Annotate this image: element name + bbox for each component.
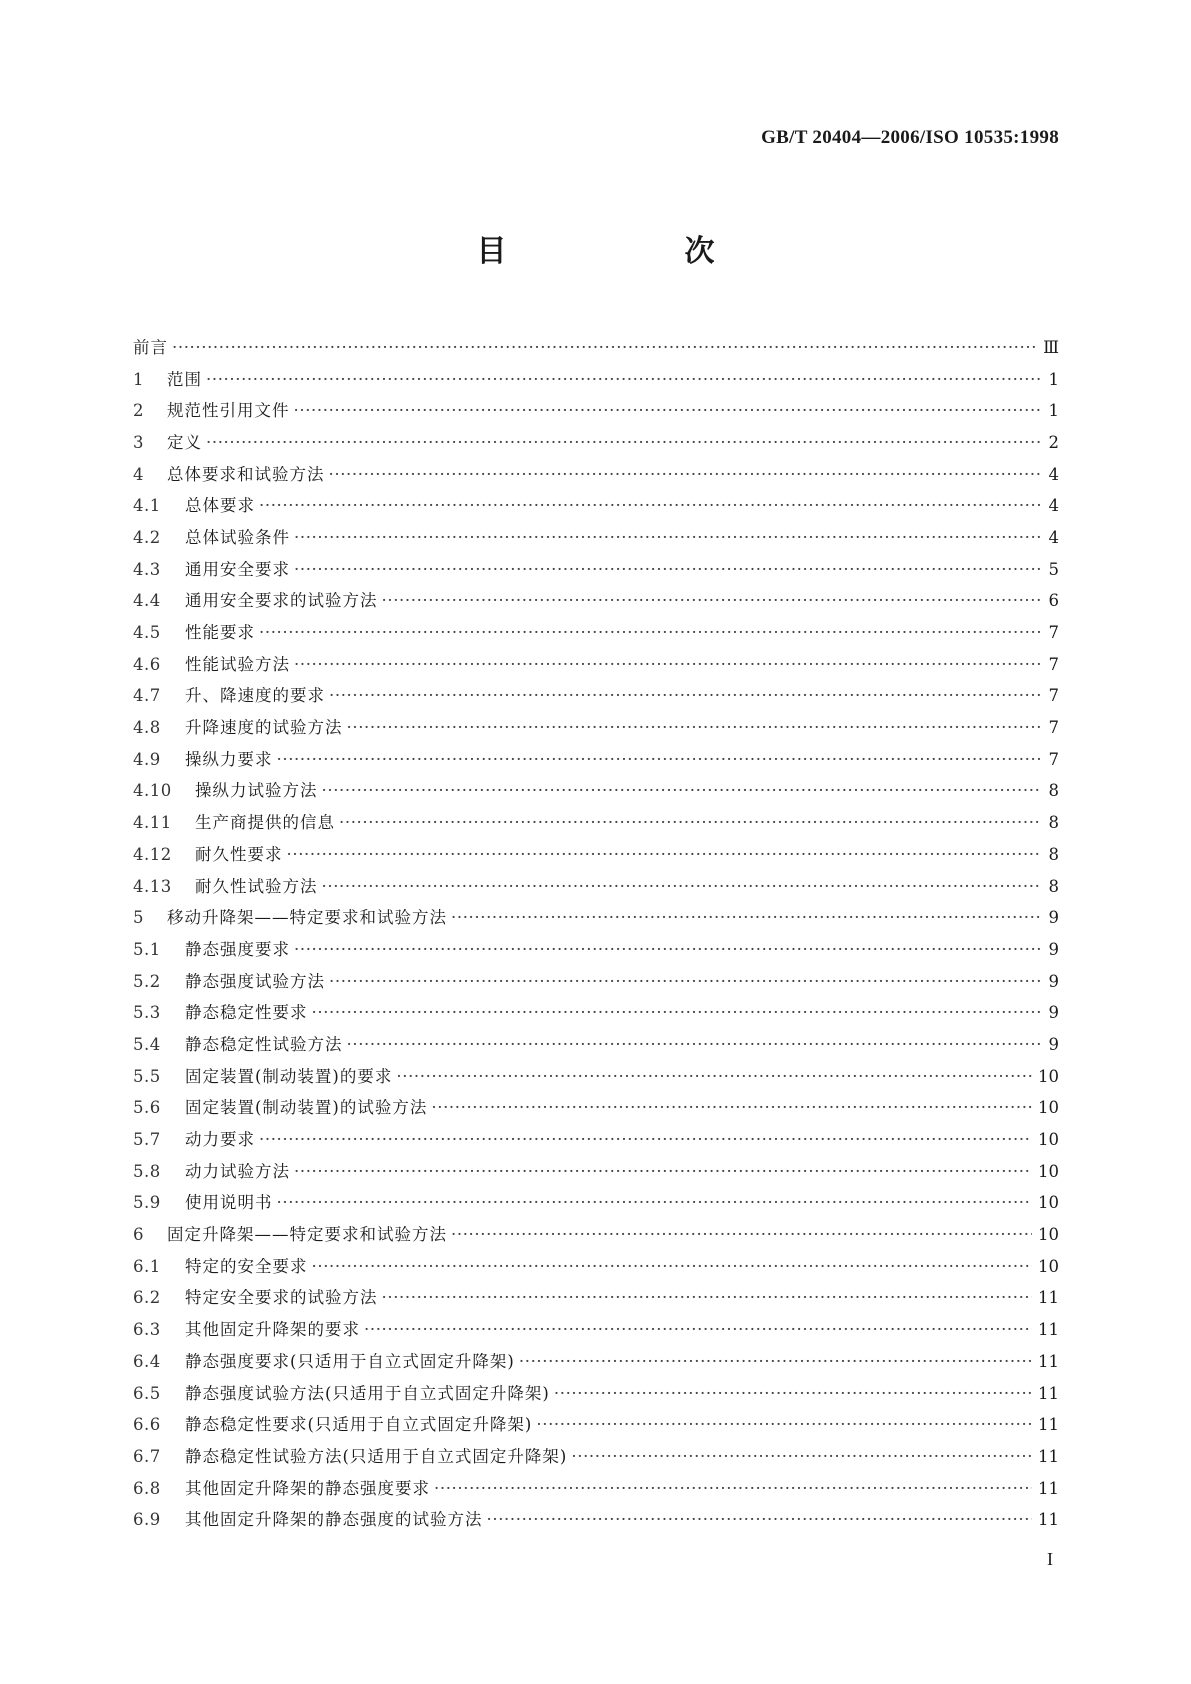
- toc-entry-label: 规范性引用文件: [167, 401, 290, 421]
- toc-entry-page: 5: [1048, 559, 1059, 579]
- toc-entry[interactable]: [133, 395, 1059, 427]
- page-number: I: [1047, 1549, 1053, 1569]
- toc-entry-page: 4: [1048, 527, 1059, 547]
- toc-entry-number: 4.9: [133, 749, 161, 769]
- toc-entry-label: 耐久性试验方法: [195, 876, 318, 896]
- toc-entry[interactable]: [133, 744, 1059, 776]
- toc-entry-page: 7: [1048, 686, 1059, 706]
- toc-entry-number: 5.3: [133, 1003, 161, 1023]
- toc-entry-number: 5.8: [133, 1161, 161, 1181]
- toc-leader-dots: [290, 1162, 1032, 1182]
- toc-leader-dots: [255, 496, 1041, 516]
- toc-leader-dots: [308, 1003, 1042, 1023]
- toc-entry[interactable]: [133, 681, 1059, 713]
- toc-leader-dots: [168, 338, 1037, 358]
- toc-entry-page: 10: [1038, 1098, 1059, 1118]
- toc-entry-page: 10: [1038, 1193, 1059, 1213]
- toc-entry-page: 1: [1048, 369, 1059, 389]
- toc-entry-label: 通用安全要求: [185, 559, 290, 579]
- toc-leader-dots: [532, 1415, 1032, 1435]
- toc-entry-number: 3: [133, 432, 144, 452]
- toc-entry-page: 8: [1048, 844, 1059, 864]
- toc-entry-label: 静态强度要求(只适用于自立式固定升降架): [185, 1351, 515, 1371]
- toc-entry-number: 5.7: [133, 1130, 161, 1150]
- toc-entry-label: 定义: [167, 432, 202, 452]
- toc-entry-page: 7: [1048, 718, 1059, 738]
- toc-entry[interactable]: [133, 649, 1059, 681]
- toc-entry-number: 4: [133, 464, 144, 484]
- toc-entry[interactable]: [133, 1409, 1059, 1441]
- toc-entry-label: 其他固定升降架的静态强度的试验方法: [185, 1510, 483, 1530]
- toc-entry-page: 11: [1038, 1288, 1059, 1308]
- toc-entry-label: 操纵力试验方法: [195, 781, 318, 801]
- toc-leader-dots: [343, 1035, 1042, 1055]
- toc-leader-dots: [318, 877, 1042, 897]
- toc-entry-page: 2: [1048, 432, 1059, 452]
- toc-leader-dots: [378, 1288, 1033, 1308]
- toc-entry-number: 4.12: [133, 844, 172, 864]
- toc-entry[interactable]: [133, 1346, 1059, 1378]
- toc-entry-label: 总体要求和试验方法: [167, 464, 325, 484]
- toc-entry-number: 4.6: [133, 654, 161, 674]
- toc-entry[interactable]: [133, 1156, 1059, 1188]
- toc-entry-number: 5.6: [133, 1098, 161, 1118]
- toc-entry-number: 4.11: [133, 813, 172, 833]
- toc-entry-number: 4.13: [133, 876, 172, 896]
- toc-entry-page: 9: [1048, 939, 1059, 959]
- toc-leader-dots: [335, 813, 1041, 833]
- toc-leader-dots: [290, 401, 1042, 421]
- toc-entry-label: 固定装置(制动装置)的要求: [185, 1066, 393, 1086]
- toc-entry-label: 使用说明书: [185, 1193, 273, 1213]
- toc-entry-label: 特定安全要求的试验方法: [185, 1288, 378, 1308]
- toc-leader-dots: [290, 655, 1041, 675]
- toc-entry-label: 特定的安全要求: [185, 1256, 308, 1276]
- toc-entry-page: 10: [1038, 1066, 1059, 1086]
- toc-entry[interactable]: [133, 522, 1059, 554]
- toc-leader-dots: [273, 1193, 1033, 1213]
- toc-entry[interactable]: [133, 839, 1059, 871]
- toc-entry-label: 升、降速度的要求: [185, 686, 325, 706]
- toc-leader-dots: [290, 940, 1041, 960]
- toc-entry-number: 5: [133, 908, 144, 928]
- toc-entry-label: 静态强度试验方法(只适用于自立式固定升降架): [185, 1383, 550, 1403]
- toc-entry-label: 其他固定升降架的静态强度要求: [185, 1478, 430, 1498]
- toc-leader-dots: [325, 686, 1041, 706]
- page-title: 目 次: [476, 234, 789, 269]
- toc-entry-label: 静态强度试验方法: [185, 971, 325, 991]
- toc-entry[interactable]: [133, 997, 1059, 1029]
- toc-entry-page: 10: [1038, 1225, 1059, 1245]
- toc-entry-page: 9: [1048, 1003, 1059, 1023]
- toc-entry-number: 2: [133, 401, 144, 421]
- toc-entry-label: 总体试验条件: [185, 527, 290, 547]
- toc-entry-label: 固定装置(制动装置)的试验方法: [185, 1098, 428, 1118]
- toc-entry-page: 11: [1038, 1320, 1059, 1340]
- toc-leader-dots: [290, 528, 1041, 548]
- toc-entry[interactable]: [133, 490, 1059, 522]
- toc-entry-page: 11: [1038, 1510, 1059, 1530]
- toc-leader-dots: [392, 1067, 1032, 1087]
- toc-entry-number: 1: [133, 369, 144, 389]
- toc-entry-page: 10: [1038, 1130, 1059, 1150]
- toc-entry-number: 6.5: [133, 1383, 161, 1403]
- toc-entry-label: 生产商提供的信息: [195, 813, 335, 833]
- toc-entry[interactable]: [133, 1061, 1059, 1093]
- toc-entry[interactable]: [133, 1378, 1059, 1410]
- toc-entry-number: 6.1: [133, 1256, 161, 1276]
- toc-entry-page: 8: [1048, 781, 1059, 801]
- toc-entry[interactable]: [133, 1093, 1059, 1125]
- toc-entry-page: 9: [1048, 908, 1059, 928]
- toc-entry-page: 7: [1048, 654, 1059, 674]
- toc-leader-dots: [447, 908, 1041, 928]
- toc-entry-page: 7: [1048, 623, 1059, 643]
- toc-entry-page: 11: [1038, 1351, 1059, 1371]
- toc-entry[interactable]: [133, 871, 1059, 903]
- toc-entry[interactable]: [133, 712, 1059, 744]
- toc-leader-dots: [318, 781, 1042, 801]
- toc-entry-page: Ⅲ: [1043, 337, 1059, 357]
- toc-entry[interactable]: [133, 554, 1059, 586]
- toc-entry[interactable]: [133, 427, 1059, 459]
- toc-entry-label: 升降速度的试验方法: [185, 718, 343, 738]
- toc-entry-label: 通用安全要求的试验方法: [185, 591, 378, 611]
- toc-entry-label: 固定升降架——特定要求和试验方法: [167, 1225, 447, 1245]
- toc-entry-number: 4.7: [133, 686, 161, 706]
- toc-entry-label: 耐久性要求: [195, 844, 283, 864]
- toc-leader-dots: [202, 370, 1041, 390]
- toc-entry[interactable]: [133, 807, 1059, 839]
- toc-entry-number: 4.4: [133, 591, 161, 611]
- toc-entry-number: 6.6: [133, 1415, 161, 1435]
- toc-entry-number: 6.2: [133, 1288, 161, 1308]
- toc-entry-label: 移动升降架——特定要求和试验方法: [167, 908, 447, 928]
- toc-entry-number: 5.2: [133, 971, 161, 991]
- toc-entry[interactable]: [133, 966, 1059, 998]
- toc-entry-page: 1: [1048, 401, 1059, 421]
- toc-entry-number: 6.3: [133, 1320, 161, 1340]
- toc-entry-page: 11: [1038, 1383, 1059, 1403]
- toc-entry-number: 6.8: [133, 1478, 161, 1498]
- toc-entry-label: 静态稳定性要求(只适用于自立式固定升降架): [185, 1415, 533, 1435]
- toc-entry[interactable]: [133, 1504, 1059, 1536]
- toc-entry-page: 11: [1038, 1446, 1059, 1466]
- toc-entry-number: 4.10: [133, 781, 172, 801]
- toc-entry-page: 10: [1038, 1161, 1059, 1181]
- toc-entry[interactable]: [133, 1219, 1059, 1251]
- toc-entry[interactable]: [133, 1124, 1059, 1156]
- toc-leader-dots: [255, 623, 1041, 643]
- toc-entry-label: 静态强度要求: [185, 939, 290, 959]
- toc-entry[interactable]: [133, 1251, 1059, 1283]
- toc-leader-dots: [447, 1225, 1032, 1245]
- toc-entry-page: 9: [1048, 1034, 1059, 1054]
- toc-entry-page: 4: [1048, 496, 1059, 516]
- toc-entry[interactable]: [133, 1473, 1059, 1505]
- toc-entry-number: 4.3: [133, 559, 161, 579]
- toc-entry[interactable]: [133, 1283, 1059, 1315]
- toc-leader-dots: [483, 1510, 1033, 1530]
- toc-entry-number: 5.4: [133, 1034, 161, 1054]
- toc-entry-page: 6: [1048, 591, 1059, 611]
- toc-entry-label: 前言: [133, 337, 168, 357]
- toc-entry-label: 静态稳定性试验方法: [185, 1034, 343, 1054]
- toc-leader-dots: [283, 845, 1042, 865]
- toc-entry[interactable]: [133, 586, 1059, 618]
- toc-entry[interactable]: [133, 1188, 1059, 1220]
- toc-entry-page: 9: [1048, 971, 1059, 991]
- toc-leader-dots: [515, 1352, 1032, 1372]
- toc-entry-label: 范围: [167, 369, 202, 389]
- toc-leader-dots: [567, 1447, 1032, 1467]
- toc-entry-number: 6.7: [133, 1446, 161, 1466]
- toc-entry[interactable]: [133, 1029, 1059, 1061]
- toc-entry-label: 性能要求: [185, 623, 255, 643]
- toc-leader-dots: [550, 1384, 1032, 1404]
- toc-leader-dots: [360, 1320, 1032, 1340]
- toc-entry[interactable]: [133, 617, 1059, 649]
- toc-entry[interactable]: [133, 364, 1059, 396]
- toc-leader-dots: [427, 1098, 1032, 1118]
- toc-leader-dots: [255, 1130, 1032, 1150]
- toc-leader-dots: [343, 718, 1042, 738]
- toc-entry-label: 性能试验方法: [185, 654, 290, 674]
- toc-entry-number: 5.1: [133, 939, 161, 959]
- toc-entry-page: 11: [1038, 1415, 1059, 1435]
- toc-entry-label: 动力试验方法: [185, 1161, 290, 1181]
- toc-entry-page: 10: [1038, 1256, 1059, 1276]
- toc-entry-page: 8: [1048, 813, 1059, 833]
- toc-entry[interactable]: [133, 902, 1059, 934]
- toc-entry-number: 6: [133, 1225, 144, 1245]
- toc-entry-label: 动力要求: [185, 1130, 255, 1150]
- standard-code: GB/T 20404—2006/ISO 10535:1998: [761, 127, 1059, 148]
- toc-entry[interactable]: [133, 776, 1059, 808]
- toc-entry-number: 4.2: [133, 527, 161, 547]
- toc-entry-number: 5.5: [133, 1066, 161, 1086]
- toc-leader-dots: [202, 433, 1041, 453]
- toc-entry-label: 操纵力要求: [185, 749, 273, 769]
- toc-leader-dots: [378, 591, 1042, 611]
- toc-entry-label: 总体要求: [185, 496, 255, 516]
- toc-entry-number: 4.1: [133, 496, 161, 516]
- toc-entry-number: 6.9: [133, 1510, 161, 1530]
- toc-leader-dots: [308, 1257, 1033, 1277]
- toc-entry-number: 4.8: [133, 718, 161, 738]
- table-of-contents: [133, 332, 1059, 1536]
- toc-entry-number: 5.9: [133, 1193, 161, 1213]
- toc-entry-label: 其他固定升降架的要求: [185, 1320, 360, 1340]
- toc-entry-label: 静态稳定性试验方法(只适用于自立式固定升降架): [185, 1446, 568, 1466]
- toc-leader-dots: [290, 560, 1041, 580]
- toc-entry-number: 4.5: [133, 623, 161, 643]
- toc-entry[interactable]: [133, 1441, 1059, 1473]
- toc-entry-page: 4: [1048, 464, 1059, 484]
- toc-entry-page: 11: [1038, 1478, 1059, 1498]
- toc-entry-page: 8: [1048, 876, 1059, 896]
- toc-entry[interactable]: [133, 1314, 1059, 1346]
- toc-entry[interactable]: [133, 934, 1059, 966]
- toc-leader-dots: [273, 750, 1042, 770]
- toc-entry[interactable]: [133, 459, 1059, 491]
- toc-leader-dots: [325, 465, 1042, 485]
- toc-leader-dots: [430, 1479, 1032, 1499]
- toc-entry-label: 静态稳定性要求: [185, 1003, 308, 1023]
- toc-entry-number: 6.4: [133, 1351, 161, 1371]
- toc-entry-page: 7: [1048, 749, 1059, 769]
- toc-entry[interactable]: [133, 332, 1059, 364]
- toc-leader-dots: [325, 972, 1041, 992]
